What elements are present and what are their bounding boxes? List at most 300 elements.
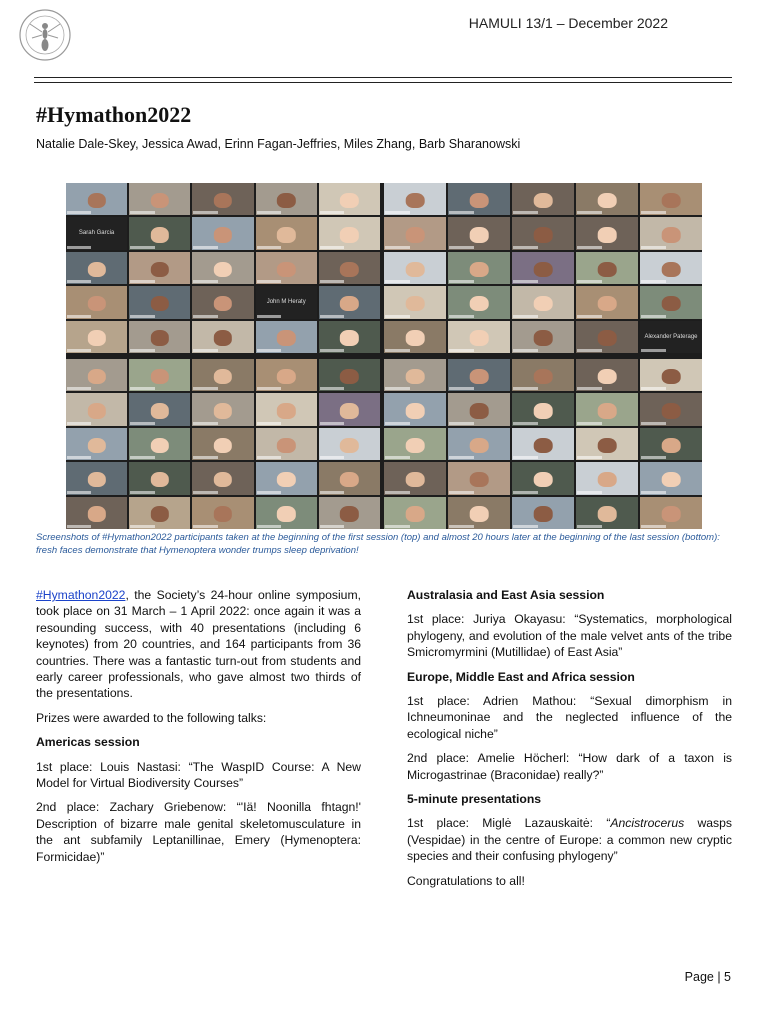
participant-tile [384, 428, 446, 460]
participant-tile [129, 252, 190, 284]
participant-face [406, 227, 425, 243]
participant-face [214, 262, 232, 278]
participant-name-bar [449, 491, 474, 494]
participant-face [340, 262, 358, 278]
participant-face [534, 403, 553, 419]
participant-face [598, 403, 617, 419]
participant-face [277, 472, 295, 488]
participant-tile [384, 183, 446, 215]
participant-name-bar [193, 525, 217, 528]
participant-name-bar [67, 422, 91, 425]
participant-name-bar [130, 315, 154, 318]
participant-tile [640, 462, 702, 494]
participant-face [406, 369, 425, 385]
participant-face [214, 403, 232, 419]
participant-name-bar [320, 525, 344, 528]
participant-name-label: John M Heraty [266, 299, 306, 306]
participant-face [340, 438, 358, 454]
participant-name-bar [641, 525, 666, 528]
participant-face [340, 472, 358, 488]
participant-face [662, 262, 681, 278]
participant-name-bar [641, 422, 666, 425]
participant-tile [192, 393, 253, 425]
participant-name-label: Sarah Garcia [78, 230, 115, 237]
participant-tile [129, 497, 190, 529]
participant-tile [129, 217, 190, 249]
participant-tile [512, 286, 574, 318]
participant-tile [512, 217, 574, 249]
participant-name-bar [320, 246, 344, 249]
participant-name-bar [130, 456, 154, 459]
header-rule [34, 82, 732, 83]
issue-label: HAMULI 13/1 – December 2022 [468, 15, 668, 31]
participant-face [87, 438, 105, 454]
participant-tile [640, 286, 702, 318]
participant-tile [192, 462, 253, 494]
prizes-intro: Prizes were awarded to the following talks: [36, 710, 267, 725]
participant-face [340, 369, 358, 385]
participant-face [340, 330, 358, 346]
participant-tile [512, 428, 574, 460]
participant-tile [66, 321, 127, 353]
participant-tile [512, 359, 574, 391]
session-grid-top-left [66, 183, 380, 353]
participant-tile [576, 183, 638, 215]
participant-face [214, 506, 232, 522]
participant-face [662, 227, 681, 243]
participant-face [87, 330, 105, 346]
participant-tile [448, 428, 510, 460]
participant-tile [512, 497, 574, 529]
participant-tile [384, 462, 446, 494]
closing-line: Congratulations to all! [407, 873, 525, 888]
participant-name-bar [513, 491, 538, 494]
participant-tile [640, 321, 702, 353]
participant-name-bar [257, 315, 281, 318]
participant-name-bar [193, 456, 217, 459]
participant-tile [66, 217, 127, 249]
participant-name-bar [513, 525, 538, 528]
participant-tile [129, 321, 190, 353]
five-minute-prefix: 1st place: Miglė Lazauskaitė: “ [407, 816, 611, 831]
participant-face [214, 227, 232, 243]
participant-name-bar [385, 211, 410, 214]
participant-face [662, 506, 681, 522]
participant-tile [319, 428, 380, 460]
participant-name-bar [320, 349, 344, 352]
americas-heading: Americas session [36, 735, 140, 750]
participant-name-bar [449, 246, 474, 249]
participant-tile [576, 217, 638, 249]
participant-tile [192, 252, 253, 284]
participant-face [340, 403, 358, 419]
participant-face [534, 330, 553, 346]
participant-tile [512, 252, 574, 284]
participant-tile [576, 321, 638, 353]
participant-name-bar [449, 349, 474, 352]
participant-tile [448, 217, 510, 249]
participant-tile [66, 462, 127, 494]
participant-face [534, 369, 553, 385]
participant-face [277, 227, 295, 243]
participant-face [406, 506, 425, 522]
participant-face [534, 227, 553, 243]
participant-face [406, 193, 425, 209]
participant-tile [576, 286, 638, 318]
participant-name-bar [577, 422, 602, 425]
participant-face [340, 296, 358, 312]
participant-face [277, 262, 295, 278]
participant-name-bar [577, 349, 602, 352]
intro-paragraph [36, 587, 361, 702]
participant-name-bar [193, 387, 217, 390]
participant-name-bar [577, 315, 602, 318]
participant-name-bar [320, 211, 344, 214]
participant-face [406, 296, 425, 312]
participant-face [598, 369, 617, 385]
participant-name-bar [67, 456, 91, 459]
participant-tile [256, 359, 317, 391]
participant-face [277, 369, 295, 385]
participant-tile [576, 359, 638, 391]
participant-tile [129, 393, 190, 425]
participant-tile [512, 321, 574, 353]
participant-name-bar [67, 246, 91, 249]
participant-name-bar [130, 422, 154, 425]
europe-heading: Europe, Middle East and Africa session [407, 669, 635, 684]
participant-name-bar [641, 491, 666, 494]
participant-name-bar [449, 315, 474, 318]
participant-face [151, 472, 169, 488]
participant-name-bar [449, 422, 474, 425]
participant-tile [640, 183, 702, 215]
participant-tile [319, 359, 380, 391]
participant-face [151, 296, 169, 312]
participant-tile [192, 286, 253, 318]
participant-tile [66, 393, 127, 425]
participant-name-bar [320, 491, 344, 494]
participant-name-bar [449, 387, 474, 390]
participant-tile [192, 359, 253, 391]
participant-name-bar [449, 280, 474, 283]
participant-tile [384, 497, 446, 529]
five-minute-heading: 5-minute presentations [407, 792, 542, 807]
participant-name-bar [320, 280, 344, 283]
participant-tile [640, 359, 702, 391]
participant-face [470, 472, 489, 488]
participant-name-bar [257, 491, 281, 494]
participant-face [277, 403, 295, 419]
participant-name-bar [449, 211, 474, 214]
participant-tile [448, 183, 510, 215]
participant-name-bar [385, 280, 410, 283]
participant-name-bar [577, 491, 602, 494]
participant-face [214, 369, 232, 385]
participant-name-bar [130, 211, 154, 214]
five-minute-first-place [407, 815, 732, 864]
session-grid-bottom-left [66, 359, 380, 529]
participant-name-bar [130, 387, 154, 390]
participant-name-bar [641, 315, 666, 318]
society-logo-icon [18, 8, 72, 62]
participant-tile [256, 252, 317, 284]
participant-name-bar [385, 491, 410, 494]
participant-tile [256, 286, 317, 318]
participant-face [598, 472, 617, 488]
participant-tile [66, 497, 127, 529]
participant-tile [448, 359, 510, 391]
participant-face [470, 369, 489, 385]
participant-face [534, 438, 553, 454]
participant-tile [129, 462, 190, 494]
participant-name-bar [193, 211, 217, 214]
participant-tile [576, 393, 638, 425]
participant-face [598, 262, 617, 278]
participant-name-bar [577, 387, 602, 390]
participant-name-bar [130, 525, 154, 528]
participant-face [598, 296, 617, 312]
participant-tile [129, 428, 190, 460]
participant-tile [640, 497, 702, 529]
participant-name-bar [67, 315, 91, 318]
participant-name-bar [193, 315, 217, 318]
participant-name-bar [449, 525, 474, 528]
participant-face [87, 262, 105, 278]
participant-tile [192, 497, 253, 529]
participant-name-bar [449, 456, 474, 459]
participant-face [406, 438, 425, 454]
participant-tile [576, 462, 638, 494]
participant-face [406, 403, 425, 419]
participant-tile [448, 393, 510, 425]
europe-second-place: 2nd place: Amelie Höcherl: “How dark of a taxon is Microgastrinae (Braconidae) really?” [407, 751, 732, 782]
participant-face [151, 330, 169, 346]
participant-name-bar [67, 525, 91, 528]
five-minute-suffix: wasps (Vespidae) in the centre of Europe: a common new cryptic species and their confusing phylogeny” [407, 816, 732, 864]
participant-name-bar [641, 211, 666, 214]
participant-name-bar [641, 349, 666, 352]
participant-name-bar [257, 456, 281, 459]
participant-face [277, 193, 295, 209]
participant-face [87, 472, 105, 488]
participant-name-bar [320, 422, 344, 425]
participant-tile [576, 252, 638, 284]
participant-name-bar [193, 246, 217, 249]
right-column [407, 587, 732, 897]
participant-tile [384, 217, 446, 249]
participant-name-bar [513, 422, 538, 425]
participant-tile [640, 393, 702, 425]
participant-name-bar [257, 280, 281, 283]
participant-tile [640, 217, 702, 249]
participant-tile [66, 286, 127, 318]
article-title: #Hymathon2022 [36, 102, 192, 127]
participant-tile [448, 497, 510, 529]
participant-tile [192, 217, 253, 249]
participant-face [662, 296, 681, 312]
participant-face [534, 193, 553, 209]
session-grid-bottom-right [384, 359, 702, 529]
participant-tile [319, 393, 380, 425]
participant-name-bar [513, 349, 538, 352]
participant-name-bar [577, 525, 602, 528]
participant-name-bar [385, 246, 410, 249]
participant-tile [192, 428, 253, 460]
session-grid-top-right [384, 183, 702, 353]
participant-tile [319, 252, 380, 284]
participant-face [534, 262, 553, 278]
photo-caption: Screenshots of #Hymathon2022 participants taken at the beginning of the first session (top) and almost 20 hours later at the beginning of the last session (bottom): fresh faces demonstrate that Hymenoptera wonder trumps sleep deprivation! [36, 532, 720, 556]
left-column [36, 587, 361, 873]
participant-face [214, 193, 232, 209]
participant-face [662, 369, 681, 385]
participant-name-bar [67, 280, 91, 283]
participant-tile [319, 217, 380, 249]
participant-tile [66, 359, 127, 391]
participant-tile [448, 321, 510, 353]
participant-name-bar [385, 456, 410, 459]
participant-name-bar [130, 246, 154, 249]
article-authors: Natalie Dale-Skey, Jessica Awad, Erinn Fagan-Jeffries, Miles Zhang, Barb Sharanowski [36, 137, 521, 151]
participant-name-bar [193, 280, 217, 283]
participant-face [598, 193, 617, 209]
participant-face [662, 403, 681, 419]
participant-name-bar [513, 315, 538, 318]
participant-name-bar [513, 456, 538, 459]
participant-face [470, 438, 489, 454]
participant-name-bar [385, 349, 410, 352]
participant-tile [256, 321, 317, 353]
participant-name-bar [513, 387, 538, 390]
participant-name-bar [385, 387, 410, 390]
participant-tile [256, 183, 317, 215]
participant-face [598, 227, 617, 243]
page-number: Page | 5 [684, 970, 731, 984]
participant-tile [129, 183, 190, 215]
participant-tile [384, 393, 446, 425]
participant-name-bar [67, 491, 91, 494]
participant-face [214, 296, 232, 312]
participant-name-bar [320, 456, 344, 459]
participant-tile [384, 321, 446, 353]
participant-tile [576, 428, 638, 460]
participant-name-bar [641, 280, 666, 283]
participant-name-bar [257, 246, 281, 249]
participant-face [470, 262, 489, 278]
participant-tile [512, 462, 574, 494]
participant-name-bar [320, 315, 344, 318]
participant-face [406, 472, 425, 488]
participant-face [598, 438, 617, 454]
participant-face [87, 193, 105, 209]
participant-face [534, 472, 553, 488]
participant-name-bar [577, 280, 602, 283]
participant-name-bar [193, 422, 217, 425]
participant-face [534, 296, 553, 312]
participant-face [277, 506, 295, 522]
header-rule [34, 77, 732, 78]
participant-face [534, 506, 553, 522]
participant-name-bar [130, 491, 154, 494]
participant-name-bar [130, 280, 154, 283]
intro-text: , the Society’s 24-hour online symposium, took place on 31 March – 1 April 2022: once again it was a resounding success, with 40 presentations (including 6 keynotes) from 20 countries, and 164 participants from 36 countries. There was a fantastic turn-out from students and early career professionals, who gave almost two thirds of the presentations. [36, 588, 361, 701]
participant-face [598, 330, 617, 346]
participant-face [340, 506, 358, 522]
participant-face [406, 262, 425, 278]
participant-face [340, 193, 358, 209]
participant-tile [256, 428, 317, 460]
asia-first-place: 1st place: Juriya Okayasu: “Systematics, morphological phylogeny, and evolution of the male velvet ants of the tribe Smicromyrmini (Mutillidae) of East Asia” [407, 612, 732, 660]
participant-name-bar [67, 387, 91, 390]
participant-name-bar [385, 525, 410, 528]
participant-face [470, 403, 489, 419]
participant-tile [319, 321, 380, 353]
participant-face [470, 193, 489, 209]
participant-name-bar [257, 349, 281, 352]
participant-tile [384, 252, 446, 284]
participant-tile [256, 462, 317, 494]
participant-name-bar [577, 211, 602, 214]
participant-tile [448, 286, 510, 318]
participant-face [277, 438, 295, 454]
participant-tile [66, 252, 127, 284]
europe-first-place: 1st place: Adrien Mathou: “Sexual dimorphism in Ichneumoninae and the neglected influence of the ecological niche” [407, 694, 732, 741]
participant-face [151, 193, 169, 209]
participant-face [470, 506, 489, 522]
participant-name-bar [193, 349, 217, 352]
participant-tile [448, 252, 510, 284]
participant-tile [129, 286, 190, 318]
participant-face [214, 438, 232, 454]
participant-name-label: Alexander Paterage [644, 333, 698, 340]
participant-face [151, 403, 169, 419]
participants-screenshot-collage [66, 183, 702, 529]
participant-tile [640, 252, 702, 284]
participant-face [151, 262, 169, 278]
participant-face [277, 330, 295, 346]
participant-name-bar [320, 387, 344, 390]
participant-name-bar [257, 422, 281, 425]
participant-tile [66, 183, 127, 215]
participant-tile [319, 183, 380, 215]
participant-name-bar [130, 349, 154, 352]
participant-face [151, 227, 169, 243]
participant-name-bar [67, 349, 91, 352]
participant-name-bar [513, 280, 538, 283]
participant-name-bar [641, 246, 666, 249]
participant-face [214, 330, 232, 346]
participant-name-bar [577, 246, 602, 249]
participant-tile [66, 428, 127, 460]
participant-face [470, 330, 489, 346]
participant-name-bar [257, 525, 281, 528]
participant-tile [319, 462, 380, 494]
participant-face [662, 472, 681, 488]
participant-face [406, 330, 425, 346]
participant-name-bar [385, 315, 410, 318]
participant-face [470, 296, 489, 312]
participant-tile [384, 359, 446, 391]
participant-tile [319, 286, 380, 318]
participant-tile [512, 393, 574, 425]
participant-tile [256, 497, 317, 529]
asia-heading: Australasia and East Asia session [407, 588, 605, 602]
participant-face [598, 506, 617, 522]
participant-name-bar [257, 387, 281, 390]
hymathon-link[interactable]: #Hymathon2022 [36, 588, 126, 602]
participant-tile [129, 359, 190, 391]
participant-name-bar [193, 491, 217, 494]
